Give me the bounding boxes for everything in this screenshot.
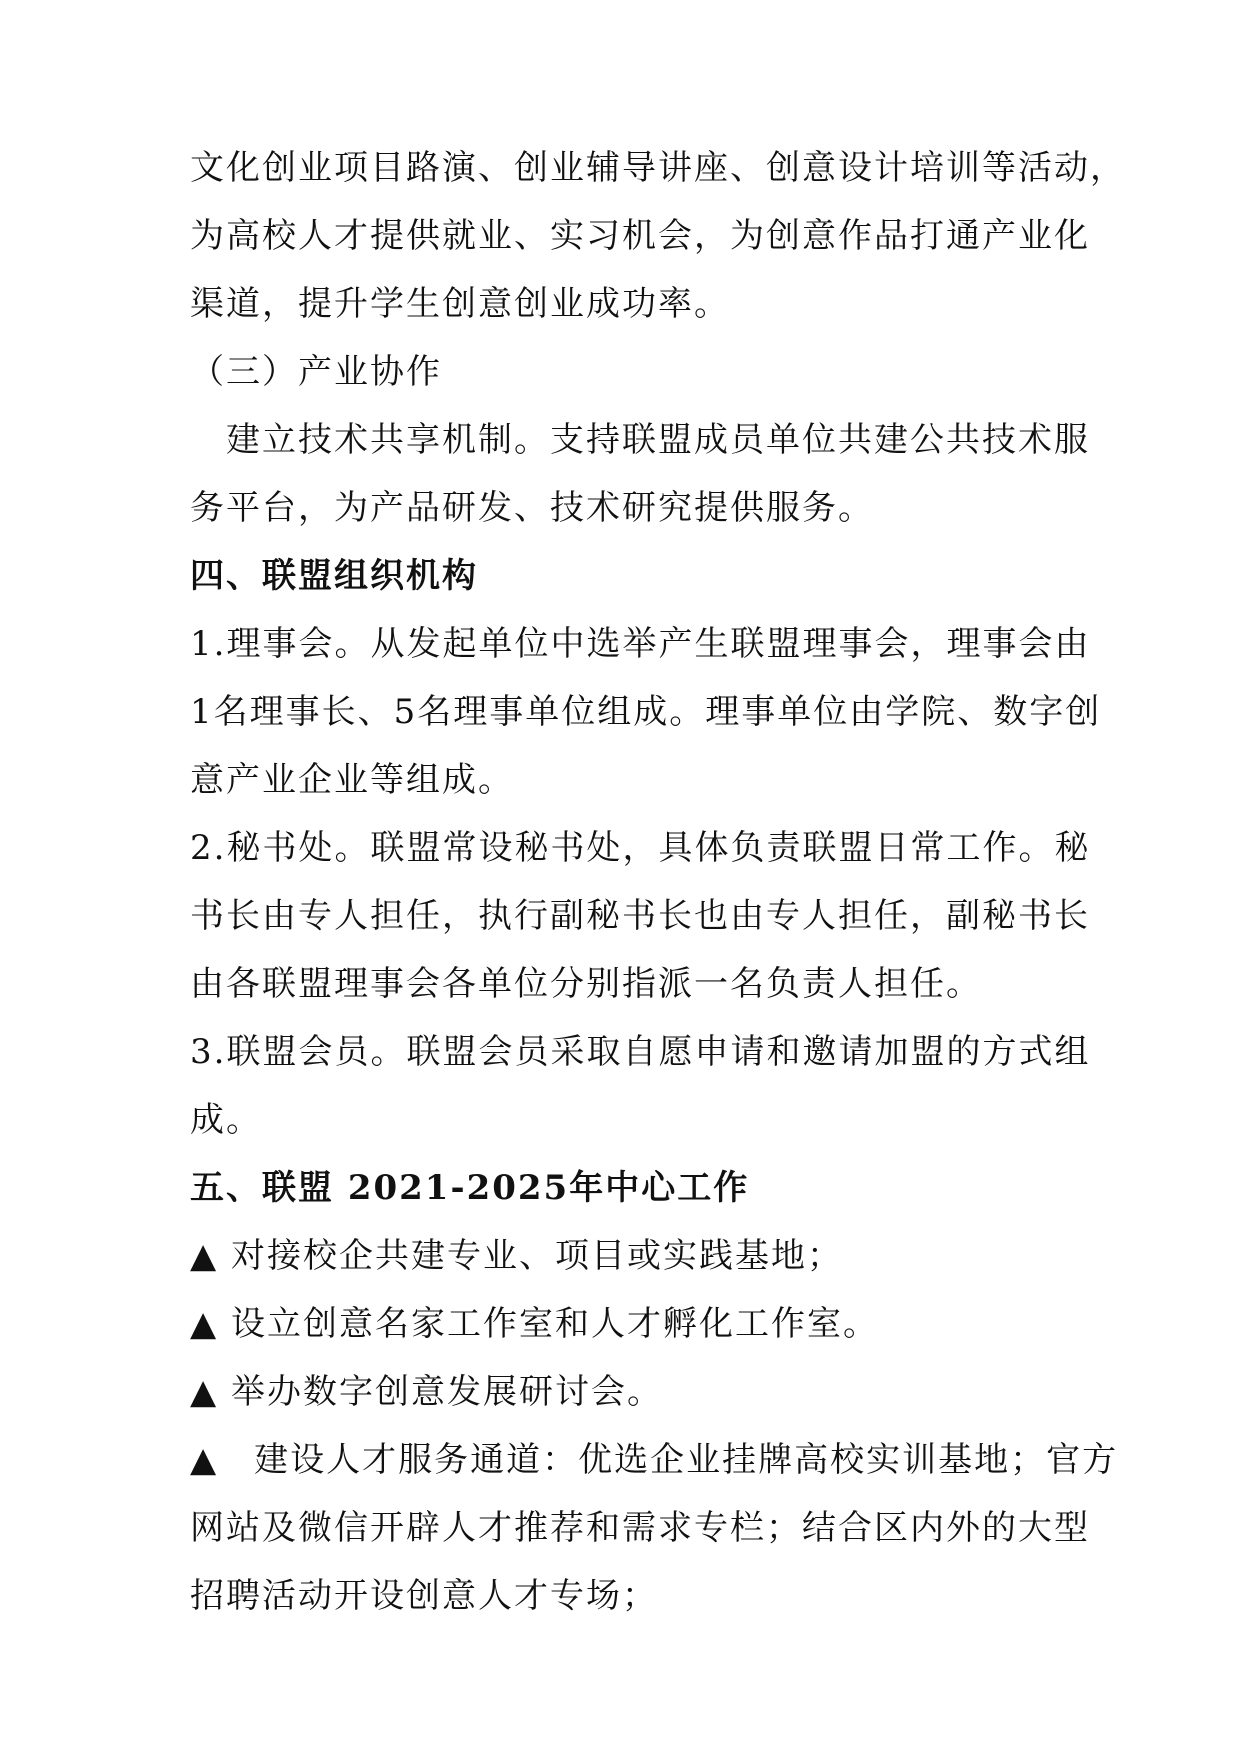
paragraph-line: 为高校人才提供就业、实习机会，为创意作品打通产业化 [190,216,1090,256]
paragraph-line: 1.理事会。从发起单位中选举产生联盟理事会，理事会由 [190,624,1091,664]
paragraph-line: 1名理事长、5名理事单位组成。理事单位由学院、数字创 [190,692,1102,732]
paragraph-line: 务平台，为产品研发、技术研究提供服务。 [190,488,874,528]
bullet-item: ▲ 对接校企共建专业、项目或实践基地； [190,1236,843,1276]
paragraph-line: 书长由专人担任，执行副秘书长也由专人担任，副秘书长 [190,896,1090,936]
section-heading: 五、联盟 2021-2025年中心工作 [190,1168,750,1208]
subsection-heading: （三）产业协作 [190,352,442,392]
paragraph-line: 意产业企业等组成。 [190,760,514,800]
paragraph-line: 建立技术共享机制。支持联盟成员单位共建公共技术服 [190,420,1090,460]
bullet-item: ▲ 举办数字创意发展研讨会。 [190,1372,663,1412]
paragraph-line: 招聘活动开设创意人才专场； [190,1576,658,1616]
bullet-item: ▲ 设立创意名家工作室和人才孵化工作室。 [190,1304,879,1344]
paragraph-line: 渠道，提升学生创意创业成功率。 [190,284,730,324]
paragraph-line: 3.联盟会员。联盟会员采取自愿申请和邀请加盟的方式组 [190,1032,1091,1072]
bullet-item: ▲ 建设人才服务通道：优选企业挂牌高校实训基地；官方 [190,1440,1119,1480]
section-heading: 四、联盟组织机构 [190,556,478,596]
paragraph-line: 网站及微信开辟人才推荐和需求专栏；结合区内外的大型 [190,1508,1090,1548]
paragraph-line: 2.秘书处。联盟常设秘书处，具体负责联盟日常工作。秘 [190,828,1091,868]
paragraph-line: 文化创业项目路演、创业辅导讲座、创意设计培训等活动， [190,148,1126,188]
paragraph-line: 成。 [190,1100,262,1140]
paragraph-line: 由各联盟理事会各单位分别指派一名负责人担任。 [190,964,982,1004]
